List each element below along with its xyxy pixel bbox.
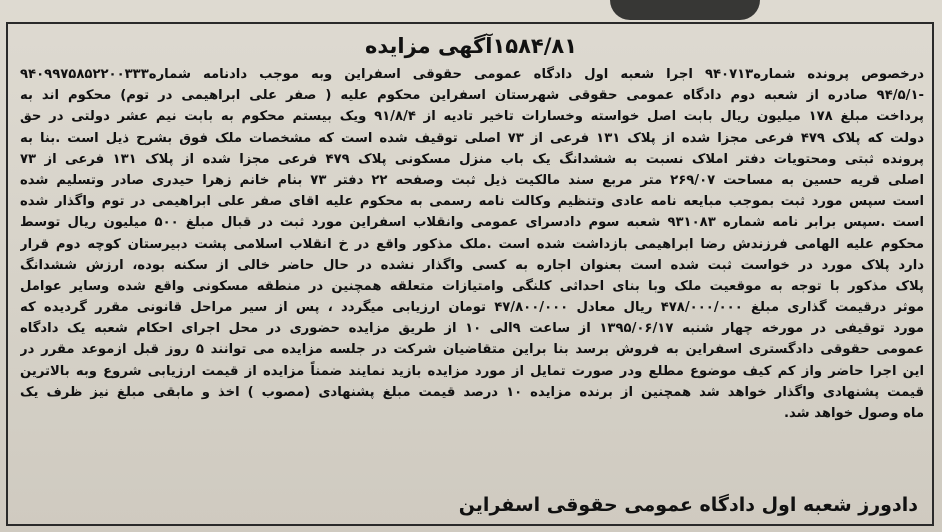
notice-line: پرداخت مبلغ ۱۷۸ میلیون ریال بابت اصل خواسته وخسارات تاخیر تادیه از ۹۱/۸/۴ ویک بیستم محکوم به بابت نیم عشر دولتی در حق [20,109,924,125]
ink-mark [610,0,760,20]
notice-line: اصلی قریه حسین به مساحت ۲۶۹/۰۷ متر مربع سند مالکیت ذیل ثبت وصفحه ۲۲ دفتر ۷۳ بنام خانم زهرا حیدری صادر وتسلیم شده [20,172,924,188]
notice-line: محکوم علیه الهامی فرزندش رضا ابراهیمی بازداشت شده است .ملک مذکور واقع در خ انقلاب اسلامی پشت دبیرستان کوچه دوم قرار [20,236,924,252]
notice-line: این اجرا حاضر واز کم کیف موضوع مطلع ودر صورت تمایل از مورد مزایده بازید نمایند ضمناً مزایده از قیمت ارزیابی شروع وبه بالاترین [20,363,924,379]
signature-line: دادورز شعبه اول دادگاه عمومی حقوقی اسفراین [458,494,918,516]
notice-line: پلاک مذکور با توجه به موقعیت ملک وبا بنای احداثی کلنگی وامتیازات متعلقه همچنین در منطقه مسکونی واقع شده وسایر عوامل [20,278,924,294]
notice-line: موثر درقیمت گذاری مبلغ ۴۷۸/۰۰۰/۰۰۰ ریال معادل ۴۷/۸۰۰/۰۰۰ تومان ارزیابی میگردد ، پس از سیر مراحل قانونی مقرر گردیده که [20,300,924,316]
notice-line: ماه وصول خواهد شد. [784,406,924,421]
notice-line: دارد پلاک مورد در خواست ثبت شده است بعنوان اجاره به کسی واگذار نشده در حال حاضر خالی از سکنه بوده، ارزش ششدانگ [20,257,924,273]
notice-title: ۱۵۸۴/۸۱آگهی مزایده [364,34,578,58]
notice-line: است سپس مورد ثبت بموجب مبایعه نامه عادی وتنظیم وکالت نامه رسمی به محکوم علیه اقای صفر علی ابراهیمی در توم واگذار شده [20,194,924,210]
notice-line: است .سپس برابر نامه شماره ۹۳۱۰۸۳ شعبه سوم دادسرای عمومی وانقلاب اسفراین مورد ثبت در قبال مبلغ ۵۰۰ میلیون ریال توسط [20,215,924,231]
notice-line: دولت که پلاک ۴۷۹ فرعی مجزا شده از پلاک ۱۳۱ فرعی از ۷۳ اصلی توقیف شده است که مشخصات ملک فوق بشرح ذیل است .بنا به [20,130,924,146]
notice-body [20,64,924,424]
notice-line: قیمت پشنهادی واگذار خواهد شد همچنین از برنده مزایده ۱۰ درصد قیمت مبلغ پشنهادی (مصوب ) اخذ و مابقی مبلغ نیز ظرف یک [20,384,924,400]
notice-line: درخصوص پرونده شماره۹۴۰۷۱۳ اجرا شعبه اول دادگاه عمومی حقوقی اسفراین وبه موجب دادنامه شماره۹۴۰۹۹۷۵۸۵۲۲۰۰۳۳۳ [20,67,924,82]
notice-line: -۹۴/۵/۱ صادره از شعبه دوم دادگاه عمومی حقوقی شهرستان اسفراین محکوم علیه ( صفر علی ابراهیمی در توم) محکوم اند به [20,88,924,104]
notice-line: پرونده ثبتی ومحتویات دفتر املاک نسبت به ششدانگ یک باب منزل مسکونی پلاک ۴۷۹ فرعی مجزا شده از پلاک ۱۳۱ فرعی از ۷۳ [20,151,924,167]
notice-line: مورد توقیفی در مورخه چهار شنبه ۱۳۹۵/۰۶/۱۷ از ساعت ۹الی ۱۰ از طریق مزایده حضوری در محل اجرای احکام شعبه یک دادگاه [20,321,924,337]
notice-line: عمومی حقوقی دادگستری اسفراین به فروش برسد بنا براین متقاضیان شرکت در جلسه مزایده می توانند ۵ روز قبل ازموعد مقرر در [20,342,924,358]
